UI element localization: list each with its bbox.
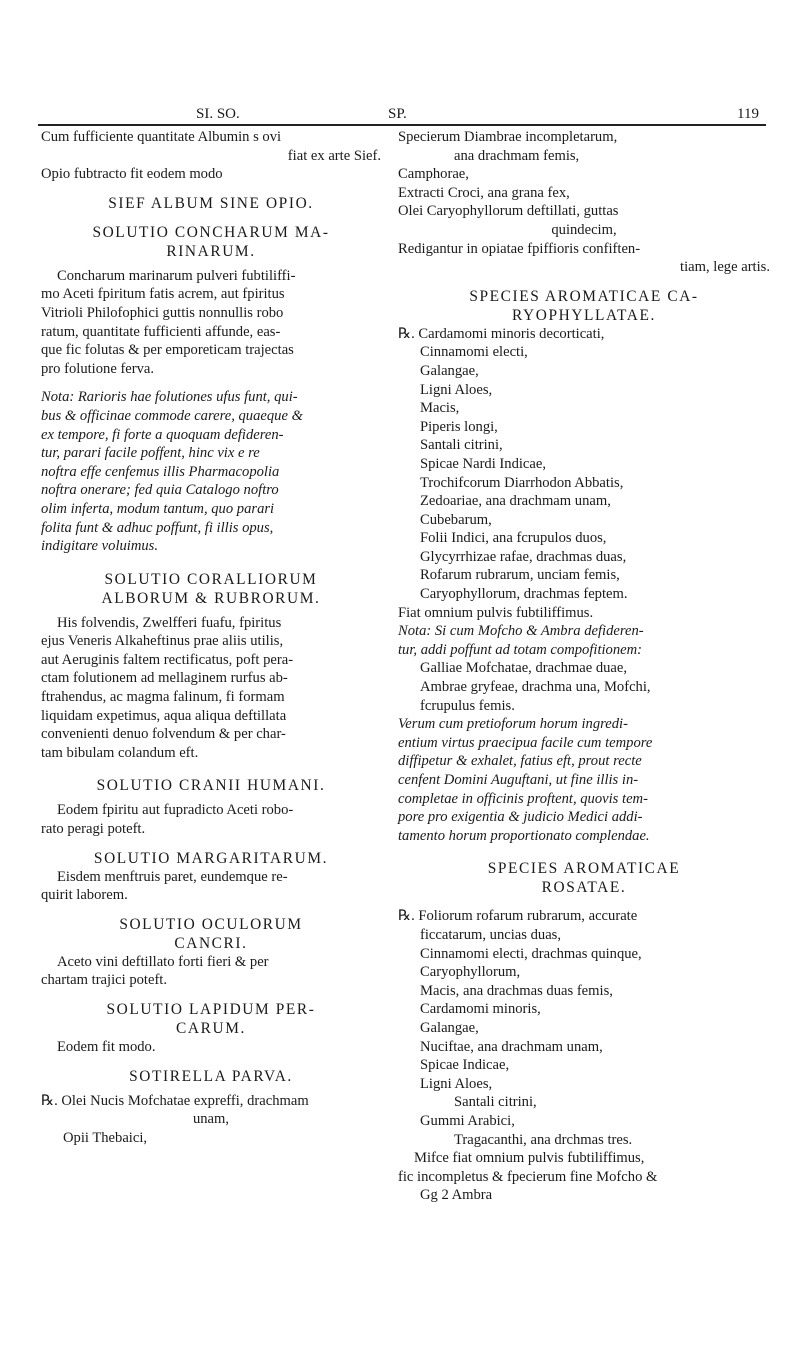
text-line: Zedoariae, ana drachmam unam, [420, 493, 611, 510]
spacer [41, 905, 381, 915]
text-line: ℞. Olei Nucis Mofchatae expreffi, drachmam [41, 1092, 309, 1109]
text-line: ctam folutionem ad mellaginem rurfus ab- [41, 670, 288, 687]
text-line: Ambrae gryfeae, drachma una, Mofchi, [420, 679, 651, 696]
text-line: tam bibulam colandum eft. [41, 744, 199, 761]
spacer [41, 213, 381, 223]
header-rule [38, 124, 766, 126]
text-line: bus & officinae commode carere, quaeque & [41, 407, 303, 424]
text-line: Santali citrini, [420, 437, 503, 454]
header-center: SP. [388, 106, 407, 122]
text-line: Ligni Aloes, [420, 381, 493, 398]
text-line: folita funt & adhuc poffunt, fi illis opus, [41, 519, 274, 536]
text-line: convenienti denuo folvendum & per char- [41, 726, 286, 743]
text-line: Caryophyllorum, [420, 964, 521, 981]
section-heading: SIEF ALBUM SINE OPIO. [108, 194, 314, 212]
spacer [41, 378, 381, 388]
text-line: ana drachmam femis, [454, 147, 580, 164]
text-line: noftra onerare; fed quia Catalogo noftro [41, 482, 279, 499]
text-line: chartam trajici poteft. [41, 972, 168, 989]
text-line: Nuciftae, ana drachmam unam, [420, 1038, 603, 1055]
section-heading: CANCRI. [174, 934, 248, 952]
text-line: Eodem fit modo. [57, 1039, 156, 1055]
text-line: Specierum Diambrae incompletarum, [398, 129, 618, 145]
text-line: diffipetur & exhalet, fatius eft, prout recte [398, 753, 642, 770]
section-heading: RYOPHYLLATAE. [512, 306, 656, 324]
text-line: tiam, lege artis. [680, 259, 770, 276]
text-line: pore pro exigentia & judicio Medici addi- [398, 809, 643, 826]
text-line: Vitrioli Philofophici guttis nonnullis robo [41, 304, 284, 321]
text-line: Fiat omnium pulvis fubtiliffimus. [398, 604, 594, 621]
text-line: Spicae Nardi Indicae, [420, 455, 547, 472]
text-line: Cardamomi minoris, [420, 1001, 541, 1018]
section-heading: SOTIRELLA PARVA. [129, 1067, 293, 1085]
text-line: cenfent Domini Auguftani, ut fine illis in- [398, 772, 639, 788]
section-heading: SOLUTIO CONCHARUM MA- [92, 223, 330, 241]
section-heading: SOLUTIO OCULORUM [119, 915, 303, 933]
section-heading: SPECIES AROMATICAE CA- [469, 287, 699, 305]
text-line: Nota: Si cum Mofcho & Ambra defideren- [398, 623, 644, 640]
section-heading: SPECIES AROMATICAE [487, 860, 681, 878]
text-line: Redigantur in opiatae fpiffioris confiften- [398, 240, 641, 257]
text-line: tur, addi poffunt ad totam compofitionem: [398, 641, 643, 658]
text-line: entium virtus praecipua facile cum tempore [398, 734, 653, 751]
text-line: Cum fufficiente quantitate Albumin s ovi [41, 129, 282, 145]
text-line: Mifce fiat omnium pulvis fubtiliffimus, [414, 1150, 645, 1167]
section-heading: SOLUTIO LAPIDUM PER- [106, 1001, 316, 1018]
text-line: Rofarum rubrarum, unciam femis, [420, 567, 620, 584]
spacer [41, 990, 381, 1000]
text-line: fcrupulus femis. [420, 697, 515, 714]
text-line: Cinnamomi electi, drachmas quinque, [420, 945, 642, 962]
spacer [398, 277, 770, 287]
text-line: ratum, quantitate fufficienti affunde, eas- [41, 323, 281, 340]
text-line: Gummi Arabici, [420, 1112, 515, 1129]
text-line: tur, parari facile poffent, hinc vix e re [41, 445, 260, 462]
text-line: noftra effe cenfemus illis Pharmacopolia [41, 463, 280, 480]
text-line: Cubebarum, [420, 511, 492, 528]
text-line: quirit laborem. [41, 887, 128, 904]
text-line: Aceto vini deftillato forti fieri & per [57, 953, 269, 970]
text-line: His folvendis, Zwelfferi fuafu, fpiritus [57, 614, 282, 631]
text-line: Ligni Aloes, [420, 1075, 493, 1092]
section-heading: SOLUTIO CORALLIORUM [104, 570, 318, 588]
left-column [41, 128, 381, 1147]
text-line: Concharum marinarum pulveri fubtiliffi- [57, 267, 296, 284]
right-column [398, 128, 770, 1205]
text-line: Folii Indici, ana fcrupulos duos, [420, 530, 607, 547]
text-line: Opii Thebaici, [63, 1129, 148, 1146]
text-line: Caryophyllorum, drachmas feptem. [420, 586, 628, 603]
text-line: Camphorae, [398, 166, 469, 183]
text-line: mo Aceti fpiritum fatis acrem, aut fpiritus [41, 286, 285, 303]
page-number: 119 [737, 106, 759, 122]
section-heading: RINARUM. [166, 242, 256, 260]
spacer [41, 1057, 381, 1067]
text-line: ftrahendus, ac magma falinum, fi formam [41, 689, 285, 706]
text-line: ℞. Cardamomi minoris decorticati, [398, 325, 605, 342]
text-line: Opio fubtracto fit eodem modo [41, 166, 223, 183]
text-line: fic incompletus & fpecierum fine Mofcho & [398, 1168, 658, 1185]
text-line: fiat ex arte Sief. [287, 147, 381, 164]
text-line: ℞. Foliorum rofarum rubrarum, accurate [398, 908, 638, 925]
spacer [398, 845, 770, 859]
text-line: olim inferta, modum tantum, quo parari [41, 500, 275, 517]
text-line: Trochifcorum Diarrhodon Abbatis, [420, 474, 624, 491]
header-left: SI. SO. [196, 106, 240, 122]
text-line: liquidam expetimus, aqua aliqua deftillata [41, 707, 287, 724]
text-line: Cinnamomi electi, [420, 344, 528, 361]
text-line: Macis, ana drachmas duas femis, [420, 982, 613, 999]
spacer [41, 184, 381, 194]
running-header [0, 104, 800, 130]
text-line: Piperis longi, [420, 418, 498, 435]
text-line: ex tempore, fi forte a quoquam defideren- [41, 426, 284, 443]
section-heading: ROSATAE. [541, 879, 627, 897]
text-line: completae in officinis proftent, quovis tem- [398, 790, 648, 807]
text-line: Verum cum pretioforum horum ingredi- [398, 716, 628, 733]
text-line: rato peragi poteft. [41, 821, 146, 838]
text-line: aut Aeruginis faltem rectificatus, poft pera- [41, 651, 294, 668]
section-heading: SOLUTIO CRANII HUMANI. [96, 777, 326, 795]
text-line: unam, [192, 1111, 230, 1128]
section-heading: ALBORUM & RUBRORUM. [101, 589, 321, 607]
text-line: indigitare voluimus. [41, 538, 159, 555]
text-line: Nota: Rarioris hae folutiones ufus funt, qui- [41, 389, 298, 406]
section-heading: SOLUTIO MARGARITARUM. [93, 849, 329, 867]
text-line: Galangae, [420, 362, 479, 379]
spacer [41, 762, 381, 776]
text-line: Olei Caryophyllorum deftillati, guttas [398, 203, 619, 220]
text-line: Glycyrrhizae rafae, drachmas duas, [420, 548, 627, 565]
text-line: tamento horum proportionato complendae. [398, 827, 650, 844]
text-line: Spicae Indicae, [420, 1057, 510, 1074]
section-heading: CARUM. [176, 1020, 246, 1037]
text-line: ficcatarum, uncias duas, [420, 926, 562, 943]
text-line: pro folutione ferva. [41, 360, 155, 377]
text-line: Tragacanthi, ana drchmas tres. [454, 1131, 633, 1148]
spacer [398, 897, 770, 907]
text-line: Eisdem menftruis paret, eundemque re- [57, 868, 288, 885]
text-line: Galangae, [420, 1019, 479, 1036]
text-line: Macis, [420, 400, 460, 417]
text-line: ejus Veneris Alkaheftinus prae aliis utilis, [41, 633, 284, 650]
spacer [41, 839, 381, 849]
text-line: Galliae Mofchatae, drachmae duae, [420, 660, 628, 677]
text-line: Santali citrini, [454, 1094, 537, 1111]
text-line: que fic folutas & per emporeticam trajectas [41, 342, 294, 359]
text-line: Eodem fpiritu aut fupradicto Aceti robo- [57, 802, 294, 819]
text-line: Gg 2 Ambra [420, 1187, 493, 1204]
spacer [41, 556, 381, 570]
text-line: quindecim, [551, 221, 617, 238]
text-line: Extracti Croci, ana grana fex, [398, 184, 570, 201]
